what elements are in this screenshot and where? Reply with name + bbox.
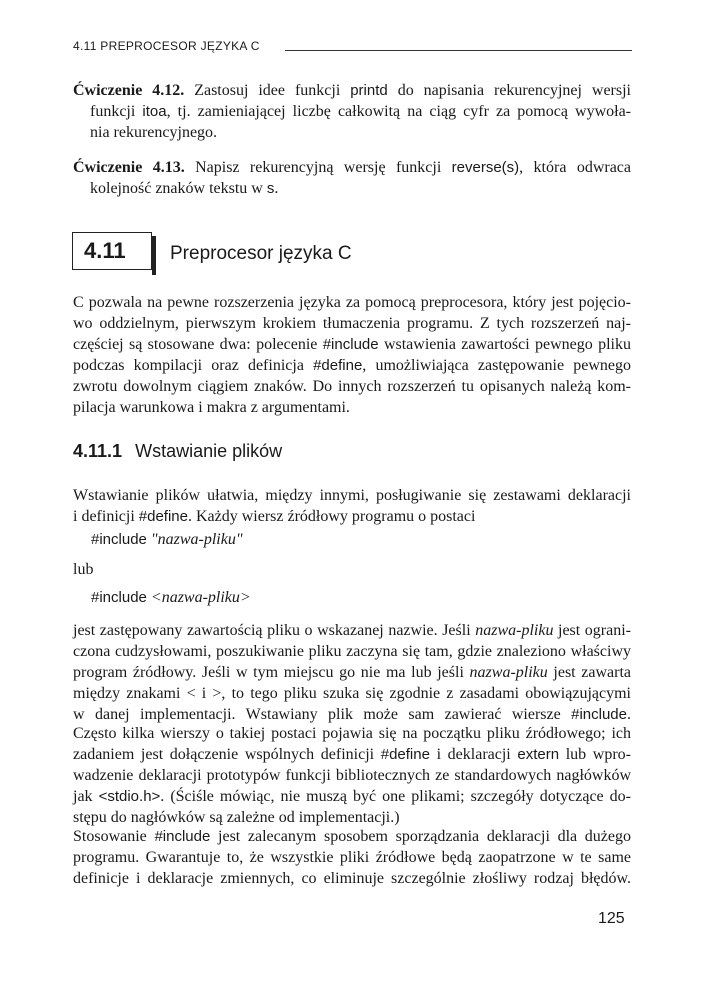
body-paragraph-1 [73, 620, 631, 725]
page-number: 125 [598, 910, 625, 927]
text-line: częściej są stosowane dwa: polecenie #include wstawienia zawartości pewnego pliku [73, 336, 632, 353]
body-paragraph-3 [73, 826, 631, 889]
exercise-4-12 [73, 80, 631, 143]
text-line: w danej implementacji. Wstawiany plik może sam zawierać wiersze #include. [73, 706, 631, 723]
emphasis: nazwa-pliku [475, 622, 554, 639]
code-term: #define [313, 357, 363, 374]
text-line: czona cudzysłowami, poszukiwanie pliku zaczyna się tam, gdzie znaleziono właściwy [73, 643, 631, 660]
text-line: stępu do nagłówków są zależne od implementacji.) [73, 809, 400, 826]
body-paragraph-2 [73, 723, 631, 828]
text-line: Stosowanie #include jest zalecanym sposobem sporządzania deklaracji dla dużego [73, 828, 631, 845]
text-line: jest zastępowany zawartością pliku o wskazanej nazwie. Jeśli nazwa-pliku jest ograni- [73, 622, 632, 639]
code-term: #include [322, 336, 379, 353]
code-term: #include [571, 706, 627, 723]
text-line: definicje i deklaracje zmiennych, co eliminuje szczególnie złośliwy rodzaj błędów. [73, 870, 631, 887]
exercise-line: nia rekurencyjnego. [90, 124, 218, 141]
running-title: 4.11 PREPROCESOR JĘZYKA C [73, 39, 260, 53]
exercise-line: Ćwiczenie 4.12. Zastosuj idee funkcji printd do napisania rekurencyjnej wersji [73, 82, 631, 99]
code-term: extern [517, 746, 560, 763]
running-header [73, 39, 260, 53]
exercise-line: kolejność znaków tekstu w s. [90, 180, 279, 197]
text-line: wo oddzielnym, pierwszym krokiem tłumaczenia programu. Z tych rozszerzeń naj- [73, 315, 631, 332]
exercise-label: Ćwiczenie 4.12. [73, 82, 185, 99]
code-term: s [266, 180, 275, 197]
code-argument: <nazwa-pliku> [150, 589, 251, 606]
text-line: zwrotu dowolnym ciągiem znaków. Do innych rozszerzeń tu opisanych należą kom- [73, 378, 631, 395]
section-number-box-shadow [152, 236, 156, 275]
code-term: #include [154, 828, 211, 845]
text-line: programu. Gwarantuje to, że wszystkie pliki źródłowe będą zaopatrzone w te same [73, 849, 631, 866]
subsection-title: Wstawianie plików [135, 441, 283, 461]
code-example-angled [91, 589, 251, 607]
code-term: reverse(s) [451, 159, 520, 176]
text-line: Wstawianie plików ułatwia, między innymi, posługiwanie się zestawami deklaracji [73, 487, 631, 504]
code-term: #define [138, 508, 188, 525]
exercise-line: Ćwiczenie 4.13. Napisz rekurencyjną wersję funkcji reverse(s), która odwraca [73, 159, 632, 176]
code-argument: "nazwa-pliku" [150, 531, 243, 548]
text-line: Często kilka wierszy o takiej postaci pojawia się na początku pliku źródłowego; ich [73, 725, 631, 742]
emphasis: nazwa-pliku [469, 664, 548, 681]
subsection-number: 4.11.1 [73, 441, 123, 461]
code-term: itoa [142, 103, 167, 120]
code-term: <stdio.h> [98, 788, 161, 805]
code-term: printd [350, 82, 388, 99]
code-directive: #include [91, 531, 147, 548]
code-term: #define [380, 746, 430, 763]
connector-text: lub [73, 561, 94, 578]
section-number: 4.11 [84, 238, 126, 263]
text-line: C pozwala na pewne rozszerzenia języka za pomocą preprocesora, który jest pojęcio- [73, 294, 631, 311]
text-line: program źródłowy. Jeśli w tym miejscu go nie ma lub jeśli nazwa-pliku jest zawarta [73, 664, 632, 681]
subsection-intro-paragraph [73, 485, 631, 527]
text-line: i definicji #define. Każdy wiersz źródłowy programu o postaci [73, 508, 476, 525]
section-intro-paragraph [73, 292, 631, 418]
exercise-4-13 [73, 157, 631, 199]
section-number-box [72, 232, 152, 270]
text-line: wadzenie deklaracji prototypów funkcji bibliotecznych ze standardowych nagłówków [73, 767, 631, 784]
section-title: Preprocesor języka C [170, 243, 352, 264]
text-line: podczas kompilacji oraz definicja #define, umożliwiająca zastępowanie pewnego [73, 357, 631, 374]
text-line: między znakami < i >, to tego pliku szuka się zgodnie z zasadami obowiązującymi [73, 685, 631, 702]
header-rule [285, 50, 632, 51]
subsection-heading [73, 441, 282, 462]
code-directive: #include [91, 589, 147, 606]
code-example-quoted [91, 531, 243, 549]
text-line: zadaniem jest dołączenie wspólnych definicji #define i deklaracji extern lub wpro- [73, 746, 632, 763]
exercise-label: Ćwiczenie 4.13. [73, 159, 185, 176]
text-line: pilacja warunkowa i makra z argumentami. [73, 399, 350, 416]
exercise-line: funkcji itoa, tj. zamieniającej liczbę całkowitą na ciąg cyfr za pomocą wywoła- [90, 103, 631, 120]
text-line: jak <stdio.h>. (Ściśle mówiąc, nie muszą być one plikami; szczegóły dotyczące do- [73, 788, 632, 805]
